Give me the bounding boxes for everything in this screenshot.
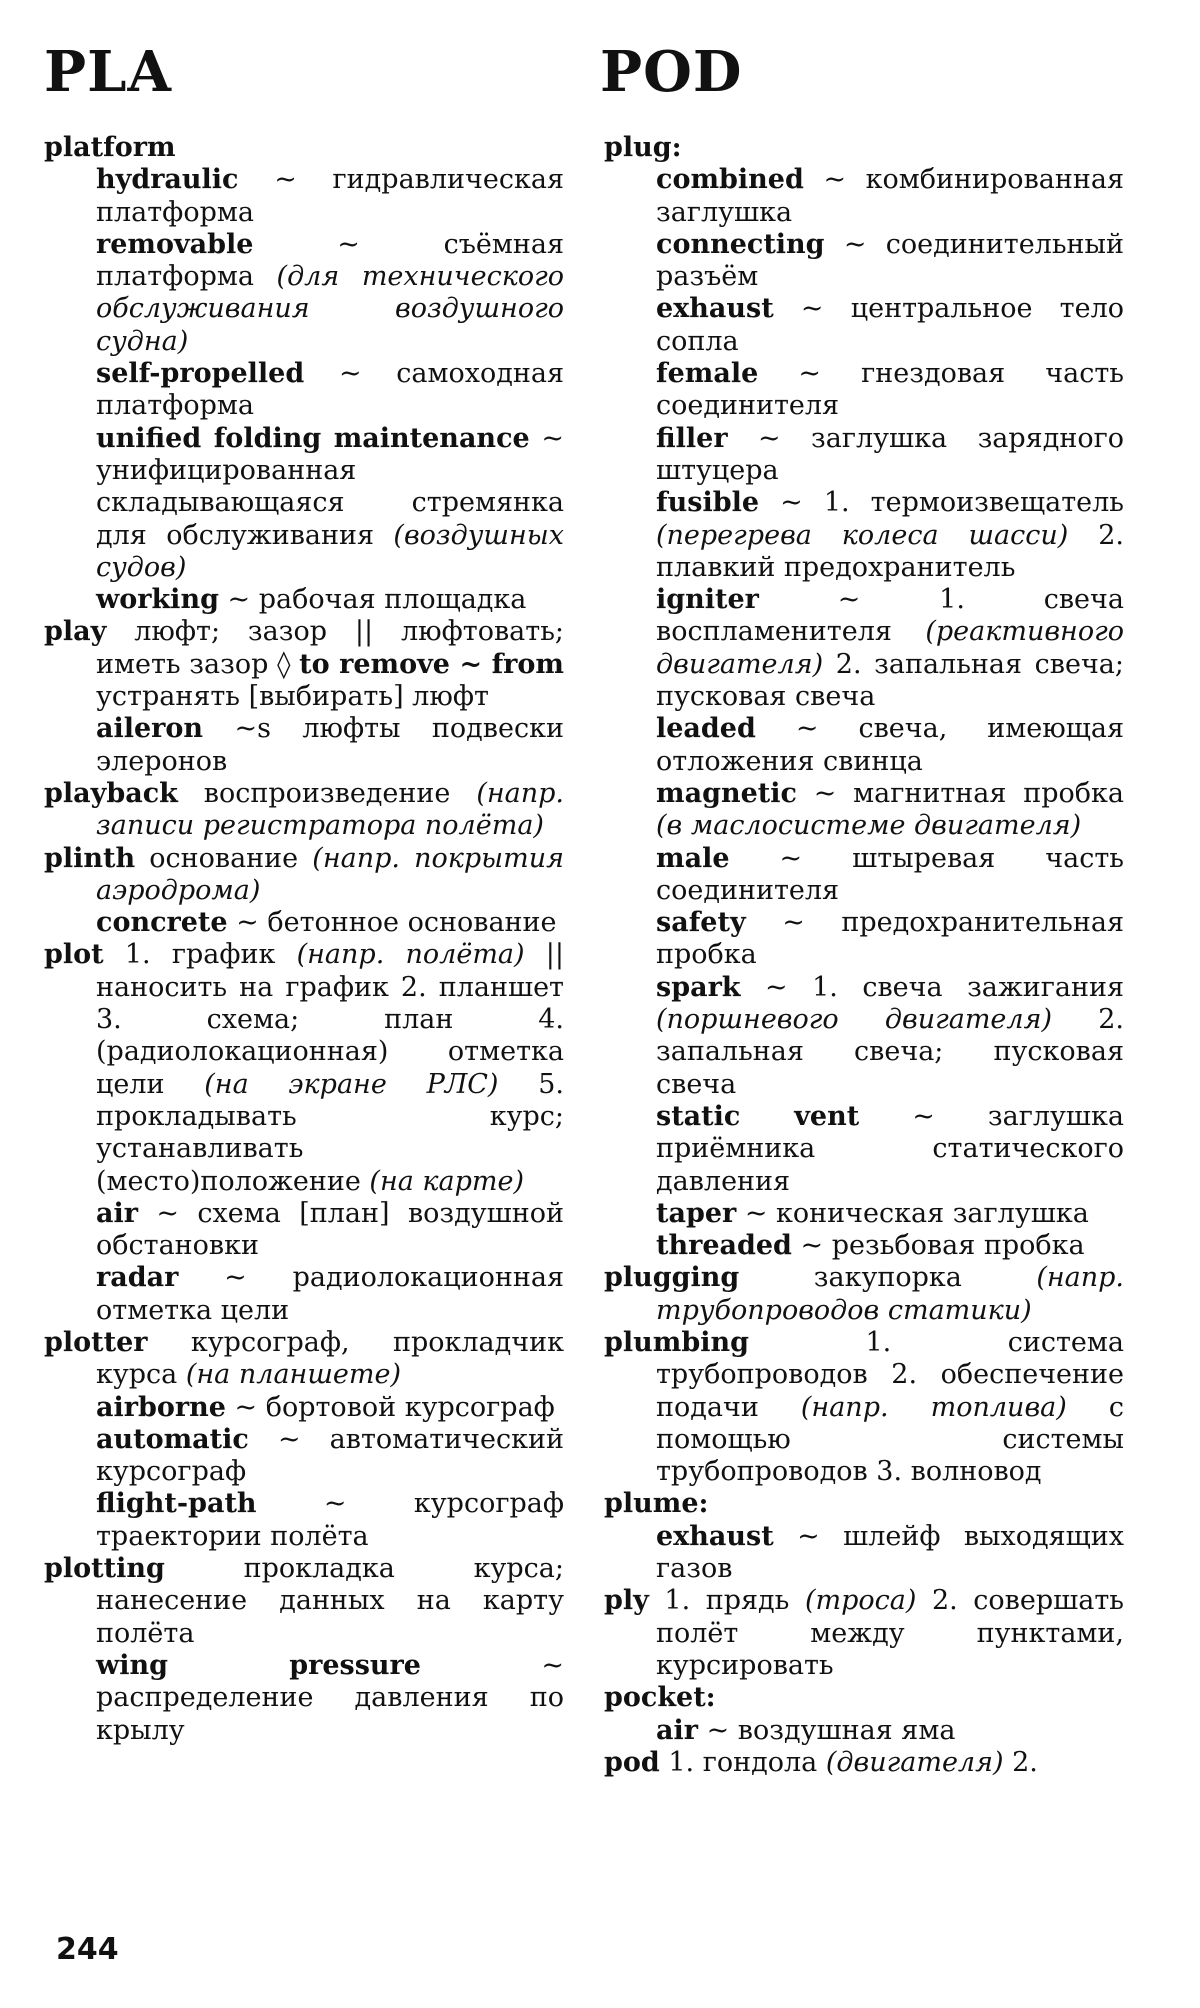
headword: plumbing — [604, 1326, 749, 1358]
note: (напр. трубопроводов статики) — [656, 1262, 1124, 1326]
headword: play — [44, 616, 107, 648]
sub-entry — [44, 584, 564, 616]
definition: ~ гидравлическая платформа — [96, 164, 564, 228]
sub-entry — [604, 972, 1124, 1101]
definition: закупорка — [813, 1262, 962, 1294]
definition: с помощью системы трубопроводов 3. волновод — [656, 1391, 1124, 1488]
sub-entry — [44, 164, 564, 229]
sub-entry — [604, 1230, 1124, 1262]
left-column — [44, 132, 564, 1747]
sub-term: airborne — [96, 1391, 226, 1423]
sub-term: leaded — [656, 713, 756, 745]
dictionary-entry — [44, 616, 564, 713]
headword: pod — [604, 1746, 660, 1778]
dictionary-entry — [604, 1262, 1124, 1327]
sub-entry — [44, 907, 564, 939]
sub-term: static vent — [656, 1100, 860, 1132]
sub-term: exhaust — [656, 293, 774, 325]
dictionary-entry — [44, 939, 564, 1197]
sub-term: spark — [656, 971, 741, 1003]
sub-entry — [604, 358, 1124, 423]
sub-entry — [604, 487, 1124, 584]
dictionary-entry — [44, 1327, 564, 1392]
sub-entry — [44, 423, 564, 584]
definition: ~ 1. термоизвещатель — [780, 487, 1124, 519]
definition: ~ соединительный разъём — [656, 228, 1124, 293]
definition: 1. график — [124, 939, 276, 971]
definition: ~ свеча, имеющая отложения свинца — [656, 713, 1124, 777]
sub-term: magnetic — [656, 777, 797, 809]
note: (напр. полёта) — [296, 939, 525, 971]
dictionary-entry — [44, 778, 564, 843]
definition: ~ 1. свеча зажигания — [765, 971, 1124, 1003]
sub-entry — [604, 229, 1124, 294]
definition: ~ штыревая часть соединителя — [656, 842, 1124, 906]
dictionary-entry — [604, 1585, 1124, 1682]
note: (напр. записи регистратора полёта) — [96, 777, 564, 842]
headword: plug: — [604, 132, 682, 163]
definition: ~ съёмная платформа — [96, 228, 564, 293]
headword: plume: — [604, 1488, 709, 1520]
sub-term: exhaust — [656, 1520, 774, 1552]
definition: ~ резьбовая пробка — [800, 1230, 1085, 1262]
definition: ~ гнездовая часть соединителя — [656, 358, 1124, 422]
definition: 2. совершать полёт между пунктами, курсировать — [656, 1585, 1124, 1681]
note: (поршневого двигателя) — [656, 1004, 1053, 1036]
note: (воздушных судов) — [96, 519, 564, 583]
definition: курсограф, прокладчик курса — [96, 1326, 564, 1391]
sub-term: hydraulic — [96, 164, 239, 196]
sub-entry — [604, 843, 1124, 908]
definition: 2. запальная свеча; пусковая свеча — [656, 1004, 1124, 1100]
sub-term: igniter — [656, 584, 759, 616]
sub-term: connecting — [656, 228, 825, 260]
sub-term: aileron — [96, 713, 204, 745]
definition: ~ автоматический курсограф — [96, 1423, 564, 1488]
note: (на планшете) — [185, 1359, 401, 1391]
sub-term: radar — [96, 1262, 179, 1294]
sub-term: fusible — [656, 487, 760, 519]
sub-term: filler — [656, 422, 728, 454]
dictionary-entry — [44, 132, 564, 164]
definition: ~ унифицированная складывающаяся стремянка для обслуживания — [96, 422, 564, 551]
definition: ~ заглушка зарядного штуцера — [656, 422, 1124, 486]
note: (для технического обслуживания воздушного судна) — [96, 261, 564, 357]
dictionary-entry — [604, 1682, 1124, 1714]
sub-entry — [604, 1101, 1124, 1198]
definition: воспроизведение — [203, 777, 451, 809]
definition: ~ 1. свеча воспламенителя — [656, 584, 1124, 648]
definition: 2. запальная свеча; пусковая свеча — [656, 648, 1124, 713]
note: (напр. покрытия аэродрома) — [96, 842, 564, 906]
note: (в маслосистеме двигателя) — [656, 810, 1082, 842]
sub-term: removable — [96, 228, 254, 260]
sub-term: safety — [656, 907, 746, 939]
sub-entry — [44, 1392, 564, 1424]
sub-term: air — [96, 1197, 138, 1229]
headword: plotting — [44, 1553, 165, 1585]
sub-entry — [604, 907, 1124, 972]
sub-entry — [604, 1521, 1124, 1586]
dictionary-entry — [44, 1553, 564, 1650]
sub-entry — [604, 1198, 1124, 1230]
definition: ~ заглушка приёмника статического давления — [656, 1100, 1124, 1197]
definition: ~ распределение давления по крылу — [96, 1649, 564, 1746]
headword: ply — [604, 1585, 649, 1617]
sub-entry — [44, 358, 564, 423]
headword: platform — [44, 132, 176, 163]
sub-entry — [44, 1262, 564, 1327]
sub-term: unified folding maintenance — [96, 422, 530, 454]
note: (на экране РЛС) — [204, 1068, 499, 1100]
definition: ~ радиолокационная отметка цели — [96, 1262, 564, 1326]
definition: ~s люфты подвески элеронов — [96, 713, 564, 777]
headword: plot — [44, 939, 104, 971]
sub-term: taper — [656, 1197, 737, 1229]
definition: люфт; зазор || люфтовать; иметь зазор ◊ — [96, 616, 564, 680]
sub-term: combined — [656, 164, 804, 196]
running-head-right: POD — [600, 39, 743, 105]
sub-entry — [604, 713, 1124, 778]
dictionary-entry — [44, 843, 564, 908]
definition: 1. система трубопроводов 2. обеспечение подачи — [656, 1326, 1124, 1423]
phrase: to remove ~ from — [299, 648, 564, 680]
sub-entry — [44, 1488, 564, 1553]
definition: ~ шлейф выходящих газов — [656, 1520, 1124, 1585]
definition: ~ самоходная платформа — [96, 358, 564, 422]
note: (троса) — [804, 1585, 917, 1617]
note: (напр. топлива) — [800, 1391, 1067, 1423]
definition: ~ комбинированная заглушка — [656, 164, 1124, 228]
definition: основание — [149, 842, 299, 874]
sub-entry — [604, 164, 1124, 229]
note: (на карте) — [369, 1165, 525, 1197]
note: (двигателя) — [825, 1746, 1004, 1778]
sub-term: automatic — [96, 1423, 249, 1455]
sub-term: wing pressure — [96, 1649, 421, 1681]
headword: plugging — [604, 1262, 740, 1294]
right-column — [604, 132, 1124, 1779]
definition: ~ центральное тело сопла — [656, 293, 1124, 357]
sub-entry — [44, 1650, 564, 1747]
sub-entry — [604, 778, 1124, 843]
sub-entry — [44, 1424, 564, 1489]
sub-entry — [44, 1198, 564, 1263]
dictionary-entry — [604, 1327, 1124, 1488]
definition: устранять [выбирать] люфт — [96, 681, 489, 713]
definition: ~ коническая заглушка — [744, 1197, 1089, 1229]
definition: 2. — [1012, 1746, 1038, 1778]
sub-entry — [604, 584, 1124, 713]
definition: ~ воздушная яма — [706, 1714, 956, 1746]
definition: 2. плавкий предохранитель — [656, 519, 1124, 583]
definition: 1. прядь — [664, 1585, 790, 1617]
headword: plotter — [44, 1326, 148, 1358]
sub-entry — [44, 229, 564, 358]
definition: ~ бетонное основание — [236, 907, 557, 939]
running-head-left: PLA — [44, 39, 172, 105]
definition: ~ схема [план] воздушной обстановки — [96, 1197, 564, 1262]
dictionary-entry — [604, 132, 1124, 164]
definition: || наносить на график 2. планшет 3. схема; план 4. (радиолокационная) отметка цели — [96, 939, 564, 1100]
headword: plinth — [44, 842, 136, 874]
definition: прокладка курса; нанесение данных на карту полёта — [96, 1553, 564, 1649]
dictionary-entry — [604, 1488, 1124, 1520]
sub-term: working — [96, 584, 219, 616]
sub-term: female — [656, 358, 759, 390]
note: (реактивного двигателя) — [656, 616, 1124, 680]
sub-term: concrete — [96, 907, 228, 939]
definition: 5. прокладывать курс; устанавливать (место)положение — [96, 1068, 564, 1197]
headword: pocket: — [604, 1682, 716, 1714]
definition: ~ магнитная пробка — [813, 777, 1124, 809]
definition: ~ предохранительная пробка — [656, 907, 1124, 971]
definition: ~ рабочая площадка — [227, 584, 527, 616]
sub-entry — [44, 713, 564, 778]
sub-term: threaded — [656, 1230, 792, 1262]
sub-term: male — [656, 842, 730, 874]
sub-entry — [604, 1715, 1124, 1747]
sub-term: air — [656, 1714, 698, 1746]
note: (перегрева колеса шасси) — [656, 519, 1069, 551]
page-number: 244 — [56, 1932, 119, 1967]
sub-entry — [604, 423, 1124, 488]
definition: ~ бортовой курсограф — [234, 1391, 555, 1423]
dictionary-entry — [604, 1747, 1124, 1779]
sub-term: flight-path — [96, 1488, 257, 1520]
sub-entry — [604, 293, 1124, 358]
definition: 1. гондола — [668, 1746, 818, 1778]
sub-term: self-propelled — [96, 358, 305, 390]
headword: playback — [44, 777, 178, 809]
definition: ~ курсограф траектории полёта — [96, 1488, 564, 1552]
